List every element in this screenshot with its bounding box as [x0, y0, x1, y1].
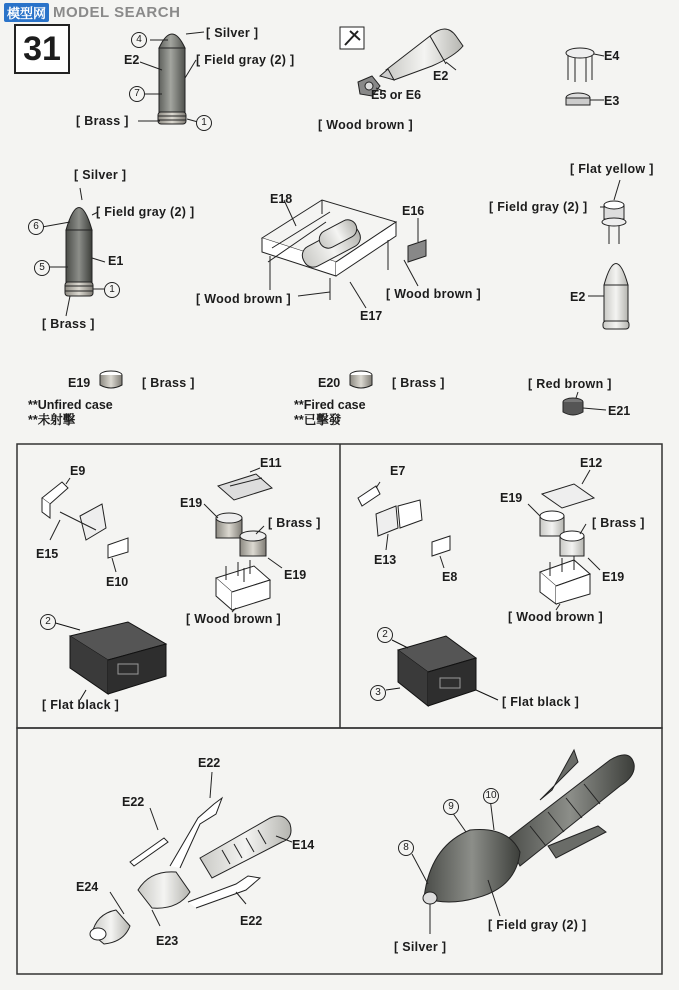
part-e22-2: E22: [122, 795, 145, 809]
label-field-gray-1: [ Field gray (2) ]: [196, 53, 295, 67]
part-e9: E9: [70, 464, 86, 478]
part-e19-2: E19: [180, 496, 203, 510]
label-brass-1: [ Brass ]: [76, 114, 129, 128]
callout-1b: 1: [104, 282, 120, 298]
callout-2b: 2: [377, 627, 393, 643]
part-e19-5: E19: [602, 570, 625, 584]
part-e18: E18: [270, 192, 293, 206]
part-e22-3: E22: [240, 914, 263, 928]
step-number: 31: [14, 24, 70, 74]
label-silver-1: [ Silver ]: [206, 26, 259, 40]
note-unfired-en: **Unfired case: [28, 398, 113, 412]
part-e11: E11: [260, 456, 282, 470]
part-e23: E23: [156, 934, 179, 948]
ammo-crate-drawing-right: [528, 470, 600, 610]
callout-4: 4: [131, 32, 147, 48]
part-e10: E10: [106, 575, 129, 589]
fuze-drawing: [340, 27, 463, 96]
part-e5-e6: E5 or E6: [371, 88, 422, 102]
part-e19-3: E19: [284, 568, 307, 582]
callout-7: 7: [129, 86, 145, 102]
part-e2-3: E2: [570, 290, 586, 304]
part-e14: E14: [292, 838, 315, 852]
label-brass-4: [ Brass ]: [392, 376, 445, 390]
part-e1: E1: [108, 254, 124, 268]
note-fired-en: **Fired case: [294, 398, 366, 412]
black-crate-right: [386, 636, 498, 706]
part-e16: E16: [402, 204, 425, 218]
part-e19-1: E19: [68, 376, 91, 390]
label-flat-black-2: [ Flat black ]: [502, 695, 580, 709]
part-e21: E21: [608, 404, 631, 418]
callout-3: 3: [370, 685, 386, 701]
ammo-crate-drawing-left: [204, 468, 282, 612]
label-brass-2: [ Brass ]: [42, 317, 95, 331]
label-brass-6: [ Brass ]: [592, 516, 645, 530]
label-flat-black-1: [ Flat black ]: [42, 698, 120, 712]
part-e12: E12: [580, 456, 603, 470]
label-wood-brown-1: [ Wood brown ]: [318, 118, 413, 132]
part-e2-2: E2: [433, 69, 449, 83]
part-e3: E3: [604, 94, 620, 108]
black-crate-left: [52, 622, 166, 700]
label-wood-brown-5: [ Wood brown ]: [508, 610, 603, 624]
callout-5: 5: [34, 260, 50, 276]
callout-10: 10: [483, 788, 499, 804]
label-field-gray-4: [ Field gray (2) ]: [488, 918, 587, 932]
label-silver-2: [ Silver ]: [74, 168, 127, 182]
part-e17: E17: [360, 309, 383, 323]
part-e4: E4: [604, 49, 620, 63]
part-e20: E20: [318, 376, 341, 390]
part-e13: E13: [374, 553, 397, 567]
callout-6: 6: [28, 219, 44, 235]
label-brass-5: [ Brass ]: [268, 516, 321, 530]
part-e22-1: E22: [198, 756, 221, 770]
note-unfired-cn: **未射擊: [28, 413, 76, 427]
label-wood-brown-2: [ Wood brown ]: [386, 287, 481, 301]
shell-drawing-3: [588, 180, 629, 329]
part-e7: E7: [390, 464, 406, 478]
part-e15: E15: [36, 547, 59, 561]
part-e8: E8: [442, 570, 458, 584]
watermark-en: MODEL SEARCH: [53, 3, 181, 21]
shell-drawing-1: [138, 32, 204, 124]
label-red-brown: [ Red brown ]: [528, 377, 612, 391]
label-field-gray-2: [ Field gray (2) ]: [96, 205, 195, 219]
part-e19-4: E19: [500, 491, 523, 505]
label-field-gray-3: [ Field gray (2) ]: [489, 200, 588, 214]
part-e24: E24: [76, 880, 99, 894]
callout-8: 8: [398, 840, 414, 856]
callout-1a: 1: [196, 115, 212, 131]
e3-e4-drawing: [566, 48, 604, 105]
label-wood-brown-4: [ Wood brown ]: [186, 612, 281, 626]
bracket-drawing-right: [358, 482, 450, 568]
note-fired-cn: **已擊發: [294, 413, 342, 427]
callout-2a: 2: [40, 614, 56, 630]
label-silver-3: [ Silver ]: [394, 940, 447, 954]
label-flat-yellow: [ Flat yellow ]: [570, 162, 654, 176]
label-wood-brown-3: [ Wood brown ]: [196, 292, 291, 306]
watermark-cn: 模型网: [4, 3, 49, 22]
rocket-assembled-drawing: [412, 750, 634, 934]
part-e2-1: E2: [124, 53, 140, 67]
label-brass-3: [ Brass ]: [142, 376, 195, 390]
callout-9: 9: [443, 799, 459, 815]
